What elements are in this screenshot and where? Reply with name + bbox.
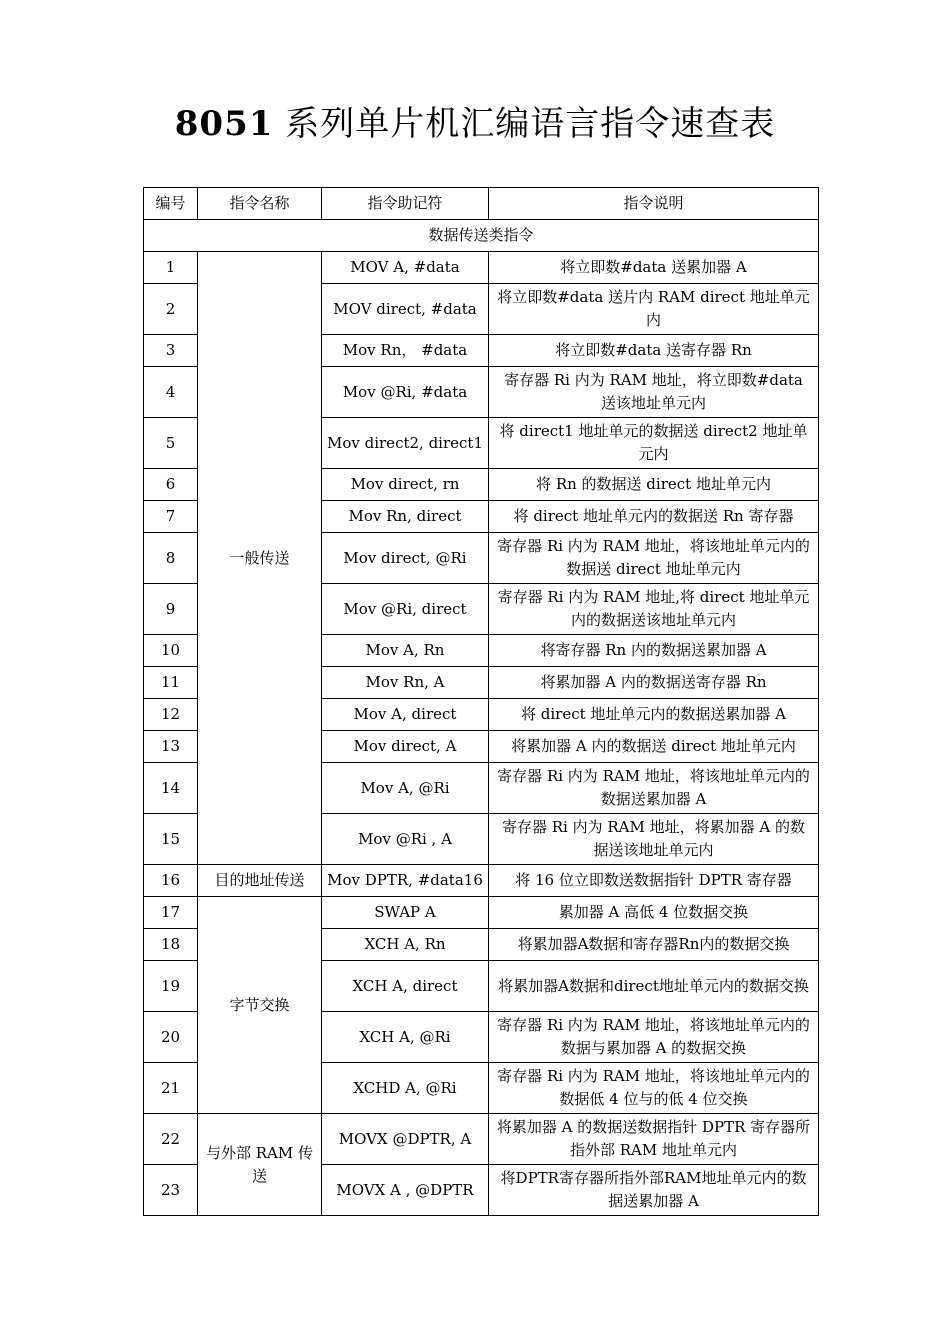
section-row [144,220,819,252]
page-title [0,102,950,146]
row-mnemonic: XCH A, Rn [322,929,489,961]
row-number: 9 [144,584,198,635]
row-description: 将累加器A数据和寄存器Rn内的数据交换 [489,929,819,961]
row-description: 将累加器A数据和direct地址单元内的数据交换 [489,961,819,1012]
row-number: 18 [144,929,198,961]
header-name: 指令名称 [198,188,322,220]
row-description: 将 direct 地址单元内的数据送累加器 A [489,699,819,731]
row-mnemonic: Mov direct, rn [322,469,489,501]
row-number: 21 [144,1063,198,1114]
header-mnemonic: 指令助记符 [322,188,489,220]
row-mnemonic: XCH A, direct [322,961,489,1012]
row-description: 将立即数#data 送寄存器 Rn [489,335,819,367]
row-number: 3 [144,335,198,367]
row-mnemonic: Mov A, Rn [322,635,489,667]
row-mnemonic: Mov DPTR, #data16 [322,865,489,897]
row-mnemonic: Mov @Ri, direct [322,584,489,635]
row-description: 将累加器 A 内的数据送寄存器 Rn [489,667,819,699]
header-row [144,188,819,220]
row-number: 2 [144,284,198,335]
row-mnemonic: MOV direct, #data [322,284,489,335]
row-mnemonic: Mov A, direct [322,699,489,731]
row-number: 16 [144,865,198,897]
table-row [144,897,819,929]
section-title: 数据传送类指令 [144,220,819,252]
row-description: 寄存器 Ri 内为 RAM 地址，将该地址单元内的数据送累加器 A [489,763,819,814]
row-mnemonic: MOVX A , @DPTR [322,1165,489,1216]
row-number: 17 [144,897,198,929]
row-mnemonic: Mov direct2, direct1 [322,418,489,469]
row-mnemonic: XCH A, @Ri [322,1012,489,1063]
instruction-table [143,187,819,1216]
row-description: 将立即数#data 送累加器 A [489,252,819,284]
row-description: 将累加器 A 的数据送数据指针 DPTR 寄存器所指外部 RAM 地址单元内 [489,1114,819,1165]
row-mnemonic: Mov direct, A [322,731,489,763]
row-description: 寄存器 Ri 内为 RAM 地址，将立即数#data 送该地址单元内 [489,367,819,418]
row-description: 将立即数#data 送片内 RAM direct 地址单元内 [489,284,819,335]
row-number: 13 [144,731,198,763]
row-description: 将寄存器 Rn 内的数据送累加器 A [489,635,819,667]
row-number: 6 [144,469,198,501]
row-description: 寄存器 Ri 内为 RAM 地址，将该地址单元内的数据低 4 位与的低 4 位交换 [489,1063,819,1114]
row-description: 累加器 A 高低 4 位数据交换 [489,897,819,929]
row-description: 寄存器 Ri 内为 RAM 地址，将该地址单元内的数据送 direct 地址单元内 [489,533,819,584]
row-description: 将 Rn 的数据送 direct 地址单元内 [489,469,819,501]
table-row [144,865,819,897]
row-number: 10 [144,635,198,667]
row-mnemonic: Mov Rn, direct [322,501,489,533]
row-number: 23 [144,1165,198,1216]
row-mnemonic: Mov Rn， #data [322,335,489,367]
row-description: 将累加器 A 内的数据送 direct 地址单元内 [489,731,819,763]
table-row [144,1114,819,1165]
group-name: 字节交换 [198,897,322,1114]
row-description: 寄存器 Ri 内为 RAM 地址,将 direct 地址单元内的数据送该地址单元内 [489,584,819,635]
row-description: 寄存器 Ri 内为 RAM 地址，将累加器 A 的数据送该地址单元内 [489,814,819,865]
row-mnemonic: Mov Rn, A [322,667,489,699]
table-row [144,252,819,284]
row-number: 22 [144,1114,198,1165]
header-description: 指令说明 [489,188,819,220]
row-mnemonic: MOV A, #data [322,252,489,284]
row-description: 将DPTR寄存器所指外部RAM地址单元内的数据送累加器 A [489,1165,819,1216]
row-mnemonic: SWAP A [322,897,489,929]
title-text: 系列单片机汇编语言指令速查表 [273,104,776,144]
row-mnemonic: Mov direct, @Ri [322,533,489,584]
row-description: 将 direct1 地址单元的数据送 direct2 地址单元内 [489,418,819,469]
title-number: 8051 [174,104,274,144]
row-description: 寄存器 Ri 内为 RAM 地址，将该地址单元内的数据与累加器 A 的数据交换 [489,1012,819,1063]
group-name: 目的地址传送 [198,865,322,897]
row-mnemonic: MOVX @DPTR, A [322,1114,489,1165]
row-number: 1 [144,252,198,284]
row-number: 7 [144,501,198,533]
row-number: 12 [144,699,198,731]
row-mnemonic: XCHD A, @Ri [322,1063,489,1114]
row-number: 15 [144,814,198,865]
header-number: 编号 [144,188,198,220]
group-name: 与外部 RAM 传送 [198,1114,322,1216]
row-number: 5 [144,418,198,469]
row-number: 14 [144,763,198,814]
row-description: 将 direct 地址单元内的数据送 Rn 寄存器 [489,501,819,533]
row-number: 20 [144,1012,198,1063]
row-number: 19 [144,961,198,1012]
row-number: 8 [144,533,198,584]
row-mnemonic: Mov A, @Ri [322,763,489,814]
group-name: 一般传送 [198,252,322,865]
row-number: 11 [144,667,198,699]
row-mnemonic: Mov @Ri , A [322,814,489,865]
row-number: 4 [144,367,198,418]
row-description: 将 16 位立即数送数据指针 DPTR 寄存器 [489,865,819,897]
row-mnemonic: Mov @Ri, #data [322,367,489,418]
